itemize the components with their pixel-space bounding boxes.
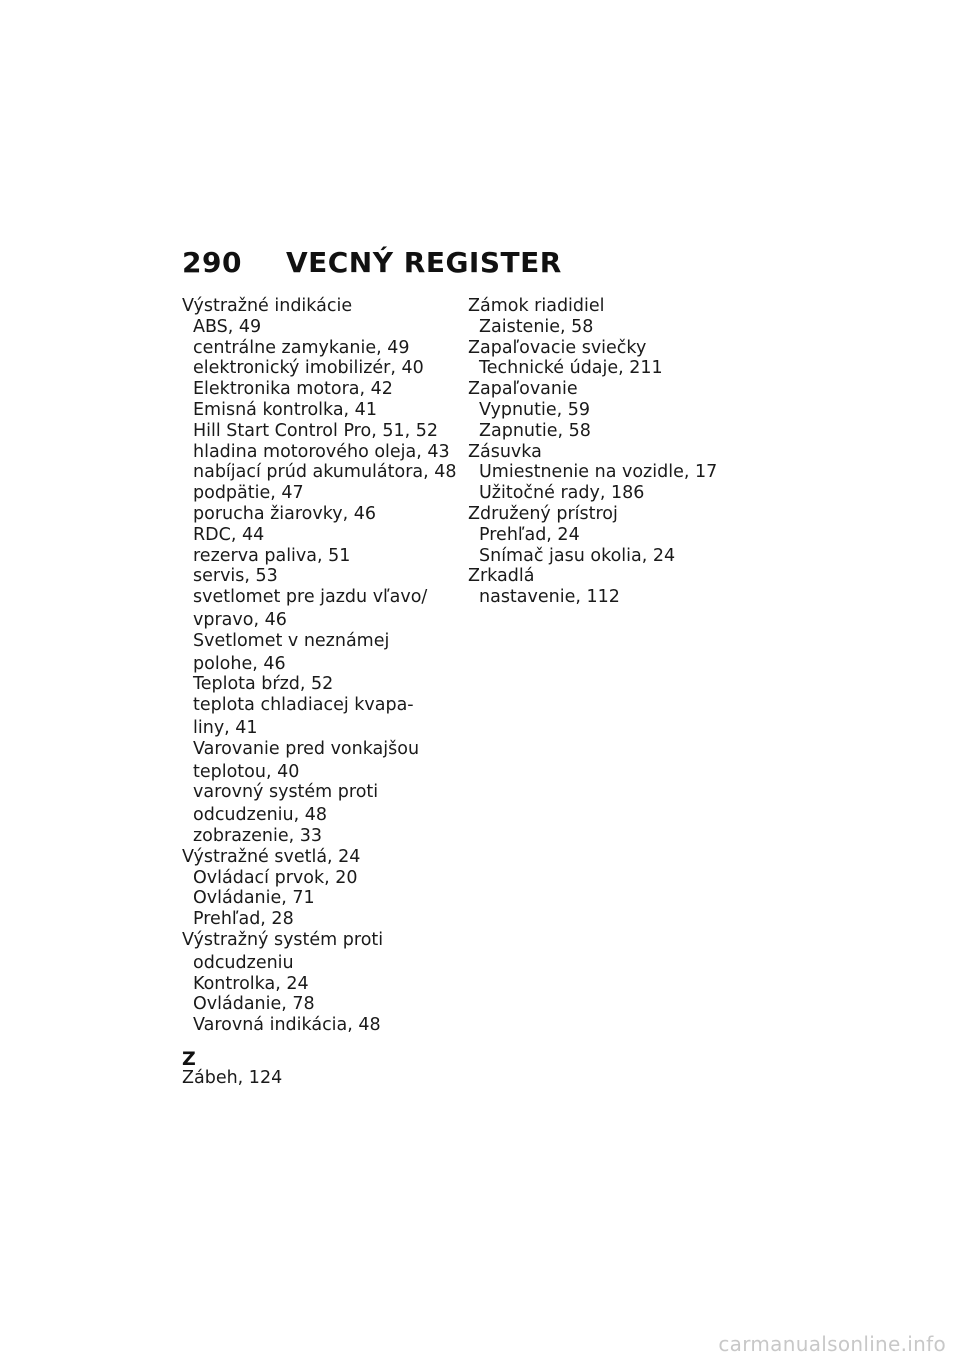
- index-subentry: hladina motorového oleja, 43: [193, 441, 450, 462]
- index-entry-heading: Zábeh, 124: [182, 1067, 283, 1088]
- index-subentry: Technické údaje, 211: [479, 358, 663, 379]
- index-subentry: porucha žiarovky, 46: [193, 503, 377, 524]
- index-subentry: centrálne zamykanie, 49: [193, 337, 410, 358]
- index-subentry: Ovládanie, 78: [193, 994, 315, 1015]
- index-entry-heading: Zrkadlá: [468, 566, 535, 587]
- index-subentry: nabíjací prúd akumulátora, 48: [193, 462, 457, 483]
- section-letter: Z: [182, 1047, 196, 1070]
- index-subentry: Prehľad, 28: [193, 909, 294, 930]
- index-subentry: ABS, 49: [193, 316, 262, 337]
- index-column-left: [182, 296, 457, 1089]
- index-subentry: Ovládací prvok, 20: [193, 867, 358, 888]
- index-subentry: Ovládanie, 71: [193, 888, 315, 909]
- index-subentry: teplotou, 40: [193, 761, 300, 782]
- index-subentry: varovný systém proti: [193, 782, 379, 803]
- index-subentry: Snímač jasu okolia, 24: [479, 545, 676, 566]
- index-subentry: Kontrolka, 24: [193, 973, 309, 994]
- index-subentry: liny, 41: [193, 717, 258, 738]
- index-subentry: podpätie, 47: [193, 483, 304, 504]
- index-entry-heading: Výstražné indikácie: [182, 296, 353, 316]
- page-header: [182, 246, 562, 279]
- page-title: VECNÝ REGISTER: [285, 246, 562, 279]
- index-subentry: Emisná kontrolka, 41: [193, 399, 377, 420]
- index-subentry: Vypnutie, 59: [479, 399, 591, 420]
- index-subentry: Umiestnenie na vozidle, 17: [479, 462, 718, 483]
- index-subentry: Zaistenie, 58: [479, 316, 594, 337]
- index-entry-heading: Zapaľovanie: [468, 379, 578, 400]
- index-subentry: rezerva paliva, 51: [193, 545, 351, 566]
- source-watermark: carmanualsonline.info: [718, 1332, 946, 1356]
- index-subentry: nastavenie, 112: [479, 587, 620, 608]
- index-entry-heading: Zapaľovacie sviečky: [468, 337, 647, 358]
- index-subentry: Varovanie pred vonkajšou: [193, 738, 420, 759]
- index-subentry: RDC, 44: [193, 524, 265, 545]
- index-subentry: odcudzeniu, 48: [193, 805, 328, 826]
- index-subentry: Hill Start Control Pro, 51, 52: [193, 420, 438, 441]
- index-subentry: vpravo, 46: [193, 609, 287, 630]
- index-subentry: odcudzeniu: [193, 952, 294, 973]
- index-subentry: elektronický imobilizér, 40: [193, 358, 424, 379]
- index-column-right: [468, 296, 728, 608]
- index-entry-heading: Výstražný systém proti: [182, 929, 384, 950]
- index-entry-heading: Zámok riadidiel: [468, 296, 605, 316]
- index-subentry: zobrazenie, 33: [193, 825, 322, 846]
- index-entry-heading: Výstražné svetlá, 24: [182, 846, 361, 867]
- index-subentry: Užitočné rady, 186: [479, 483, 645, 504]
- index-subentry: Svetlomet v neznámej: [193, 630, 390, 651]
- index-subentry: servis, 53: [193, 566, 278, 587]
- page-number: 290: [182, 246, 242, 279]
- index-subentry: svetlomet pre jazdu vľavo/: [193, 587, 428, 608]
- index-subentry: Teplota bŕzd, 52: [193, 674, 334, 695]
- index-subentry: polohe, 46: [193, 653, 286, 674]
- index-subentry: Varovná indikácia, 48: [193, 1015, 381, 1036]
- index-entry-heading: Zásuvka: [468, 441, 542, 462]
- index-entry-heading: Združený prístroj: [468, 503, 618, 524]
- index-subentry: Elektronika motora, 42: [193, 379, 393, 400]
- index-subentry: Prehľad, 24: [479, 524, 580, 545]
- index-subentry: teplota chladiacej kvapa-: [193, 695, 414, 716]
- index-subentry: Zapnutie, 58: [479, 420, 591, 441]
